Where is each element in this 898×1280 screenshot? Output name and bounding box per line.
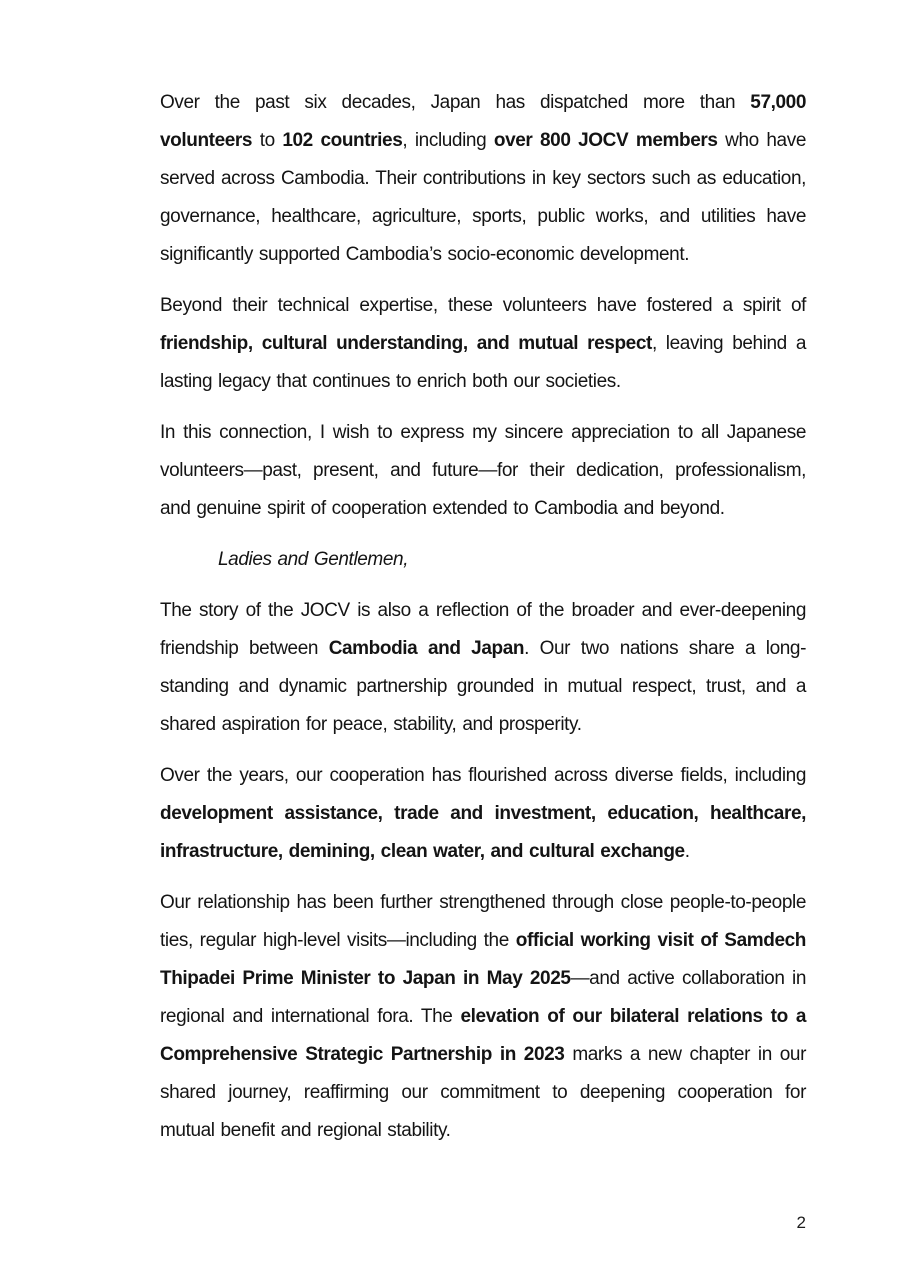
text-run: who have served across Cambodia. Their contributions in key sectors such as education, governance, healthcare, agriculture, sports, public works, and utilities have significantly supported Cambodia’s socio-economic development. bbox=[160, 130, 806, 265]
bold-text-run: 102 countries bbox=[282, 130, 403, 151]
text-run: Over the years, our cooperation has flourished across diverse fields, including bbox=[160, 765, 806, 786]
text-run: . bbox=[684, 841, 690, 862]
bold-text-run: official working visit of Samdech Thipadei Prime Minister to Japan in May 2025 bbox=[160, 930, 806, 989]
paragraph-legacy bbox=[160, 287, 806, 401]
bold-text-run: development assistance, trade and investment, education, healthcare, infrastructure, demining, clean water, and cultural exchange bbox=[160, 803, 806, 862]
bold-text-run: 57,000 volunteers bbox=[160, 92, 806, 151]
text-run: , including bbox=[402, 130, 494, 151]
bold-text-run: friendship, cultural understanding, and mutual respect bbox=[160, 333, 652, 354]
text-run: marks a new chapter in our shared journey, reaffirming our commitment to deepening cooperation for mutual benefit and regional stability. bbox=[160, 1044, 806, 1141]
text-run: —and active collaboration in regional and international fora. The bbox=[160, 968, 806, 1027]
bold-text-run: elevation of our bilateral relations to a Comprehensive Strategic Partnership in 2023 bbox=[160, 1006, 806, 1065]
text-run: to bbox=[252, 130, 283, 151]
text-run: Our relationship has been further strengthened through close people-to-people ties, regular high-level visits—including the bbox=[160, 892, 806, 951]
text-run: The story of the JOCV is also a reflection of the broader and ever-deepening friendship between bbox=[160, 600, 806, 659]
bold-text-run: over 800 JOCV members bbox=[493, 130, 718, 151]
paragraph-jocv-dispatch bbox=[160, 84, 806, 274]
text-run: Beyond their technical expertise, these volunteers have fostered a spirit of bbox=[160, 295, 806, 316]
paragraph-cooperation-fields bbox=[160, 757, 806, 871]
italic-text-run: Ladies and Gentlemen, bbox=[218, 549, 409, 570]
paragraphs-container bbox=[160, 84, 806, 1163]
paragraph-bilateral-relations bbox=[160, 884, 806, 1150]
text-run: . Our two nations share a long-standing and dynamic partnership grounded in mutual respect, trust, and a shared aspiration for peace, stability, and prosperity. bbox=[160, 638, 806, 735]
text-run: Over the past six decades, Japan has dispatched more than bbox=[160, 92, 751, 113]
bold-text-run: Cambodia and Japan bbox=[328, 638, 525, 659]
text-run: , leaving behind a lasting legacy that continues to enrich both our societies. bbox=[160, 333, 806, 392]
paragraph-appreciation bbox=[160, 414, 806, 528]
page-number: 2 bbox=[796, 1213, 806, 1232]
salutation-ladies-and-gentlemen bbox=[160, 541, 806, 579]
paragraph-friendship bbox=[160, 592, 806, 744]
text-run: In this connection, I wish to express my sincere appreciation to all Japanese volunteers—past, present, and future—for their dedication, professionalism, and genuine spirit of cooperation extended to Cambodia and beyond. bbox=[160, 422, 806, 519]
